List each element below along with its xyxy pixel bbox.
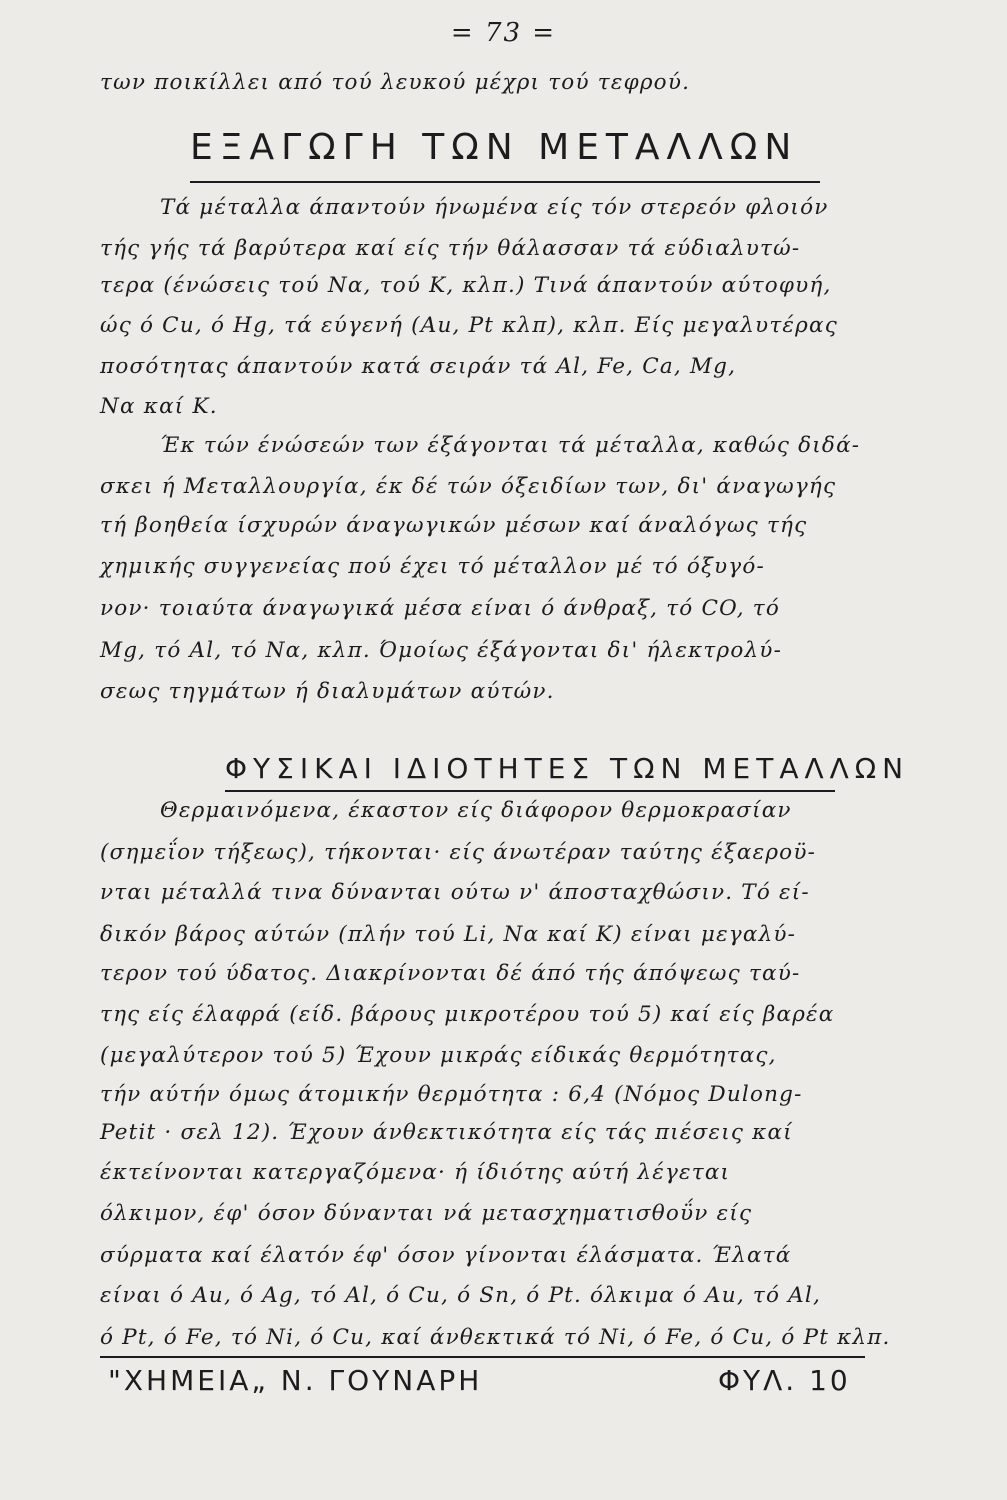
text-line: Έκ τών ένώσεών των έξάγονται τά μέταλλα, καθώς διδά- bbox=[160, 433, 861, 458]
text-line: (μεγαλύτερον τού 5) Έχουν μικράς είδικάς θερμότητας, bbox=[100, 1043, 777, 1068]
text-line: της είς έλαφρά (είδ. βάρους μικροτέρου τού 5) καί είς βαρέα bbox=[100, 1002, 835, 1027]
text-line: νται μέταλλά τινα δύνανται ούτω ν' άποσταχθώσιν. Τό εί- bbox=[100, 880, 810, 905]
heading-underline bbox=[225, 790, 835, 792]
text-line: είναι ό Au, ό Ag, τό Al, ό Cu, ό Sn, ό Pt. όλκιμα ό Au, τό Al, bbox=[100, 1283, 821, 1308]
text-line: όλκιμον, έφ' όσον δύνανται νά μετασχηματισθοΰν είς bbox=[100, 1201, 753, 1226]
text-line: τερα (ένώσεις τού Να, τού Κ, κλπ.) Τινά άπαντούν αύτοφυή, bbox=[100, 273, 832, 298]
text-line: τερον τού ύδατος. Διακρίνονται δέ άπό τής άπόψεως ταύ- bbox=[100, 961, 801, 986]
page-number: = 73 = bbox=[450, 18, 557, 48]
text-line: Mg, τό Al, τό Να, κλπ. Όμοίως έξάγονται δι' ήλεκτρολύ- bbox=[100, 638, 783, 663]
text-line: νον· τοιαύτα άναγωγικά μέσα είναι ό άνθραξ, τό CO, τό bbox=[100, 596, 781, 621]
section-heading-physical-properties: ΦΥΣΙΚΑΙ ΙΔΙΟΤΗΤΕΣ ΤΩΝ ΜΕΤΑΛΛΩΝ bbox=[225, 752, 910, 785]
text-line: Να καί Κ. bbox=[100, 394, 218, 419]
text-line: (σημεΐον τήξεως), τήκονται· είς άνωτέραν ταύτης έξαεροϋ- bbox=[100, 840, 817, 865]
text-line: τήν αύτήν όμως άτομικήν θερμότητα : 6,4 (Νόμος Dulong- bbox=[100, 1082, 803, 1107]
text-line: χημικής συγγενείας πού έχει τό μέταλλον μέ τό όξυγό- bbox=[100, 554, 765, 579]
text-line: δικόν βάρος αύτών (πλήν τού Li, Να καί Κ) είναι μεγαλύ- bbox=[100, 922, 797, 947]
text-line: ώς ό Cu, ό Hg, τά εύγενή (Au, Pt κλπ), κλπ. Είς μεγαλυτέρας bbox=[100, 313, 838, 338]
text-line: έκτείνονται κατεργαζόμενα· ή ίδιότης αύτή λέγεται bbox=[100, 1160, 731, 1185]
section-heading-extraction: ΕΞΑΓΩΓΗ ΤΩΝ ΜΕΤΑΛΛΩΝ bbox=[190, 127, 799, 168]
text-line: Θερμαινόμενα, έκαστον είς διάφορον θερμοκρασίαν bbox=[160, 798, 792, 823]
text-line: τή βοηθεία ίσχυρών άναγωγικών μέσων καί άναλόγως τής bbox=[100, 513, 808, 538]
footer-book-title: "ΧΗΜΕΙΑ„ Ν. ΓΟΥΝΑΡΗ bbox=[108, 1364, 483, 1397]
text-line: ό Pt, ό Fe, τό Ni, ό Cu, καί άνθεκτικά τό Ni, ό Fe, ό Cu, ό Pt κλπ. bbox=[100, 1325, 891, 1350]
text-line: Τά μέταλλα άπαντούν ήνωμένα είς τόν στερεόν φλοιόν bbox=[160, 195, 829, 220]
intro-line: των ποικίλλει από τού λευκού μέχρι τού τεφρού. bbox=[100, 70, 691, 95]
text-line: ποσότητας άπαντούν κατά σειράν τά Al, Fe, Ca, Mg, bbox=[100, 354, 737, 379]
text-line: σκει ή Μεταλλουργία, έκ δέ τών όξειδίων των, δι' άναγωγής bbox=[100, 474, 837, 499]
text-line: Petit · σελ 12). Έχουν άνθεκτικότητα είς τάς πιέσεις καί bbox=[100, 1120, 793, 1145]
footer-sheet-number: ΦΥΛ. 10 bbox=[718, 1364, 851, 1397]
text-line: σύρματα καί έλατόν έφ' όσον γίνονται έλάσματα. Έλατά bbox=[100, 1243, 792, 1268]
footer-rule bbox=[100, 1356, 865, 1358]
heading-underline bbox=[190, 181, 820, 183]
text-line: σεως τηγμάτων ή διαλυμάτων αύτών. bbox=[100, 679, 555, 704]
text-line: τής γής τά βαρύτερα καί είς τήν θάλασσαν τά εύδιαλυτώ- bbox=[100, 236, 801, 261]
